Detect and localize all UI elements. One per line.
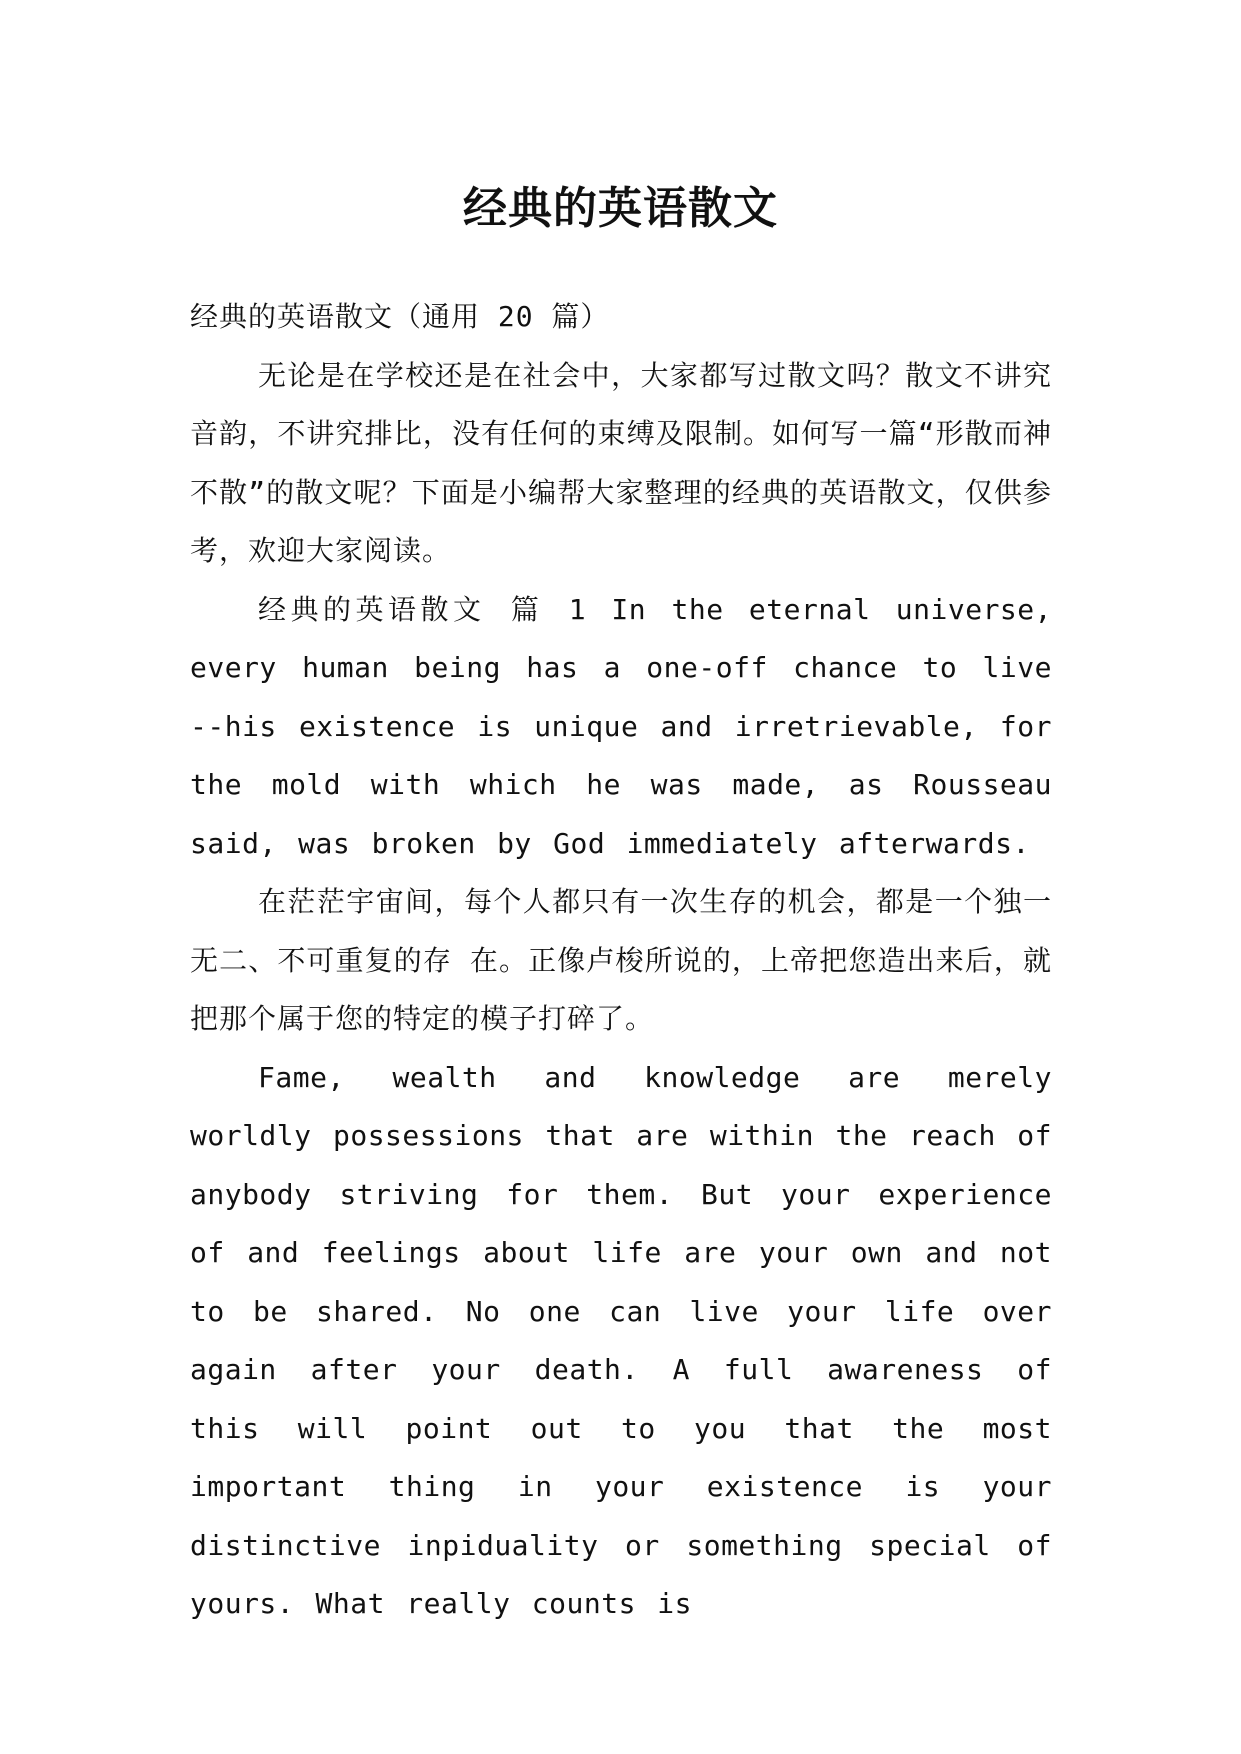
document-subtitle: 经典的英语散文（通用 20 篇）	[190, 300, 610, 333]
intro-paragraph: 无论是在学校还是在社会中，大家都写过散文吗？散文不讲究音韵，不讲究排比，没有任何的束缚及限制。如何写一篇“形散而神不散”的散文呢？下面是小编帮大家整理的经典的英语散文，仅供参考，欢迎大家阅读。	[190, 358, 1052, 567]
section-1-english-1: In the eternal universe, every human being has a one-off chance to live --his existence is unique and irretrievable, for the mold with which he was made, as Rousseau said, was broken by God immediately afterwards.	[190, 592, 1052, 860]
document-title: 经典的英语散文	[463, 183, 778, 235]
section-1-english-2: Fame, wealth and knowledge are merely worldly possessions that are within the reach of anybody striving for them. But your experience of and feelings about life are your own and not to be shared. No one can live your life over again after your death. A full awareness of this will point out to you that the most important thing in your existence is your distinctive inpiduality or something special of yours. What really counts is	[190, 1060, 1052, 1620]
document-body	[190, 288, 1052, 1634]
section-1-chinese-1: 在茫茫宇宙间，每个人都只有一次生存的机会，都是一个独一无二、不可重复的存 在。正像卢梭所说的，上帝把您造出来后，就把那个属于您的特定的模子打碎了。	[190, 885, 1052, 1035]
section-1-heading: 经典的英语散文 篇 1	[258, 592, 587, 626]
section-1-paragraph	[190, 581, 1052, 874]
heading-gap	[586, 593, 611, 626]
